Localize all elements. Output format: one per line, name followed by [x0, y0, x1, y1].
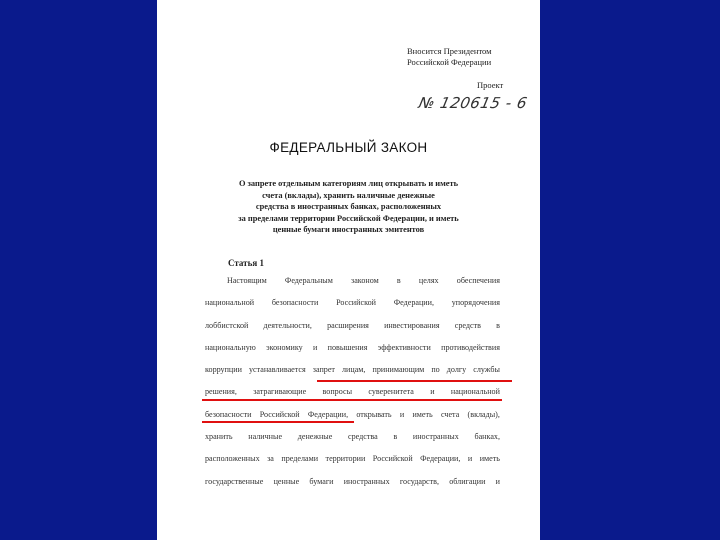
- subtitle-line: счета (вклады), хранить наличные денежные: [262, 190, 435, 200]
- body-line: решения, затрагивающие вопросы суверенитета и национальной: [205, 387, 500, 397]
- body-line: национальную экономику и повышения эффективности противодействия: [205, 342, 500, 352]
- body-line: лоббистской деятельности, расширения инвестирования средств в: [205, 320, 500, 330]
- body-line: хранить наличные денежные средства в иностранных банках,: [205, 432, 500, 442]
- highlight-underline: [202, 421, 354, 423]
- article-heading: Статья 1: [228, 258, 264, 268]
- document-title: ФЕДЕРАЛЬНЫЙ ЗАКОН: [269, 140, 428, 155]
- submitter-line: Вносится Президентом: [407, 46, 492, 56]
- submitter-line: Российской Федерации: [407, 57, 492, 67]
- subtitle-line: за пределами территории Российской Федерации, и иметь: [238, 213, 459, 223]
- law-subtitle: [177, 178, 520, 236]
- highlight-underline: [202, 399, 502, 401]
- body-line: государственные ценные бумаги иностранных государств, облигации и: [205, 476, 500, 486]
- document-page: [157, 0, 540, 540]
- body-line: коррупции устанавливается запрет лицам, принимающим по долгу службы: [205, 365, 500, 375]
- submitter-block: [407, 46, 537, 68]
- subtitle-line: ценные бумаги иностранных эмитентов: [272, 225, 425, 234]
- subtitle-line: средства в иностранных банках, расположенных: [255, 202, 442, 211]
- body-line: безопасности Российской Федерации, открывать и иметь счета (вклады),: [205, 409, 500, 419]
- body-line: Настоящим Федеральным законом в целях обеспечения: [227, 276, 500, 285]
- subtitle-line: О запрете отдельным категориям лиц открывать и иметь: [238, 179, 459, 188]
- project-label: Проект: [477, 80, 504, 90]
- highlight-underline: [317, 380, 512, 382]
- article-body: [205, 276, 500, 499]
- body-line: национальной безопасности Российской Федерации, упорядочения: [205, 298, 500, 308]
- body-line: расположенных за пределами территории Российской Федерации, и иметь: [205, 454, 500, 464]
- registration-number: № 120615 - 6: [417, 94, 530, 112]
